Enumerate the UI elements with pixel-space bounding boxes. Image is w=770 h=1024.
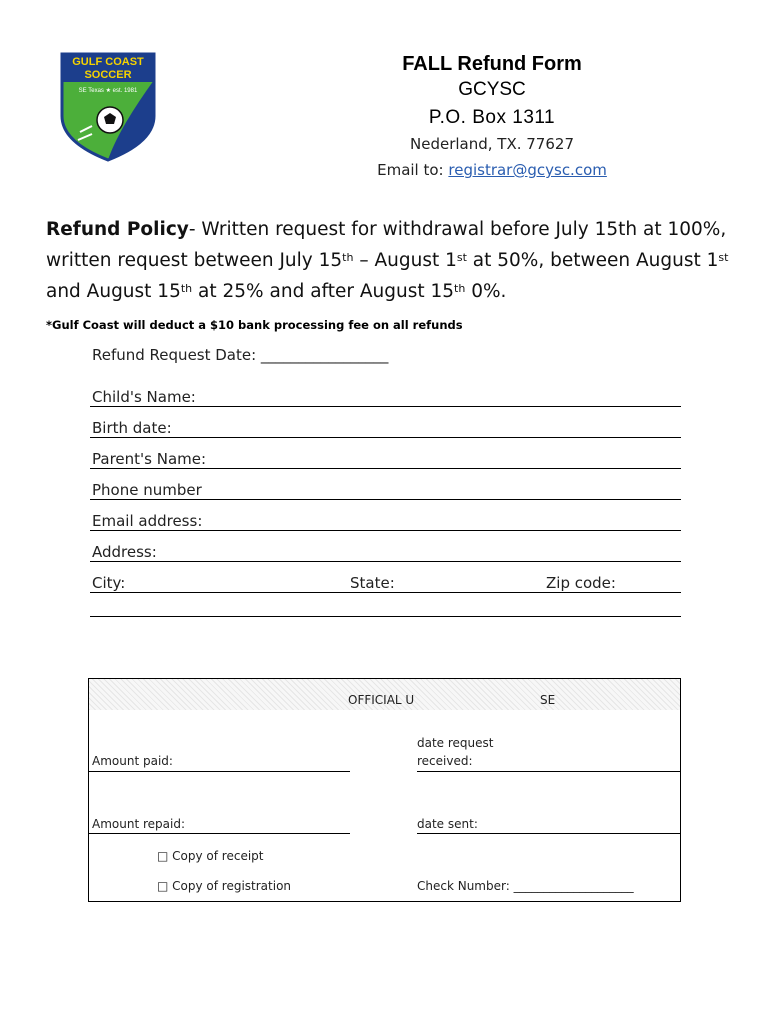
city-state-zip-field[interactable]	[90, 570, 681, 593]
logo-text-2: SOCCER	[84, 69, 132, 81]
form-title: FALL Refund Form	[402, 53, 582, 75]
date-request-line[interactable]	[417, 771, 681, 772]
phone-field[interactable]: Phone number	[90, 477, 681, 500]
date-request-label-2: received:	[417, 754, 473, 768]
state-label: State:	[350, 574, 395, 592]
org-name: GCYSC	[458, 79, 526, 100]
amount-repaid-line[interactable]	[89, 833, 350, 834]
official-use-box	[88, 678, 681, 902]
gulf-coast-soccer-logo	[58, 50, 158, 162]
amount-repaid-label: Amount repaid:	[92, 817, 185, 831]
parent-name-field[interactable]: Parent's Name:	[90, 446, 681, 469]
date-sent-line[interactable]	[417, 833, 681, 834]
amount-paid-label: Amount paid:	[92, 754, 173, 768]
city-line: Nederland, TX. 77627	[410, 135, 574, 153]
policy-heading: Refund Policy	[46, 219, 189, 240]
email-link[interactable]: registrar@gcysc.com	[448, 161, 607, 179]
logo-text-1: GULF COAST	[72, 56, 144, 68]
form-header	[332, 52, 652, 183]
logo-text-3: SE Texas ★ est. 1981	[78, 88, 138, 94]
copy-receipt-checkbox[interactable]: □ Copy of receipt	[157, 849, 264, 863]
city-label: City:	[92, 574, 126, 592]
refund-policy: Refund Policy- Written request for withdrawal before July 15th at 100%, written request between July 15th – August 1st at 50%, between August 1st and August 15th at 25% and after August 15th 0%.	[46, 219, 729, 302]
amount-paid-line[interactable]	[89, 771, 350, 772]
date-sent-label: date sent:	[417, 817, 478, 831]
address-field[interactable]: Address:	[90, 539, 681, 562]
check-number-field[interactable]: Check Number: ____________________	[417, 879, 634, 893]
refund-request-date[interactable]: Refund Request Date: _________________	[92, 346, 389, 364]
official-use-title-end: SE	[540, 693, 556, 707]
email-field[interactable]: Email address:	[90, 508, 681, 531]
zip-label: Zip code:	[546, 574, 616, 592]
child-name-field[interactable]: Child's Name:	[90, 384, 681, 407]
deduct-note: *Gulf Coast will deduct a $10 bank processing fee on all refunds	[46, 318, 463, 332]
date-request-label-1: date request	[417, 736, 494, 750]
official-use-title: OFFICIAL U	[348, 693, 415, 707]
po-box: P.O. Box 1311	[428, 107, 556, 128]
email-line: Email to: registrar@gcysc.com	[377, 161, 607, 179]
blank-line[interactable]	[90, 616, 681, 617]
birth-date-field[interactable]: Birth date:	[90, 415, 681, 438]
copy-registration-checkbox[interactable]: □ Copy of registration	[157, 879, 292, 893]
